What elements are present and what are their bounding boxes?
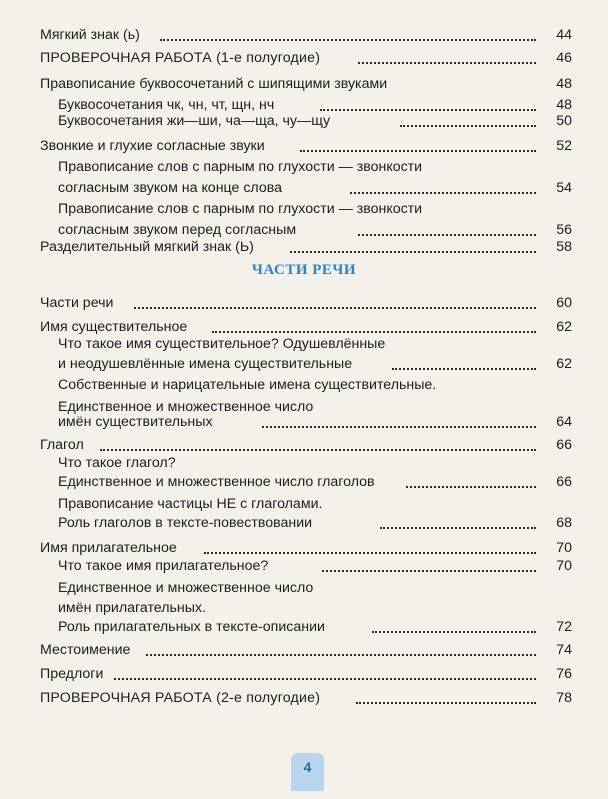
toc-entry (0, 374, 608, 396)
toc-entry-title: ПРОВЕРОЧНАЯ РАБОТА (2-е полугодие) (40, 690, 321, 706)
toc-entry-page: 66 (556, 437, 572, 453)
toc-entry-title: имён существительных (58, 414, 213, 430)
toc-entry-page: 62 (556, 356, 572, 372)
leader-dots (322, 570, 536, 572)
toc-entry (0, 236, 608, 258)
toc-entry-title: Части речи (40, 295, 114, 311)
leader-dots (350, 192, 536, 194)
toc-entry-page: 54 (556, 180, 572, 196)
leader-dots (380, 527, 536, 529)
toc-entry-title: Что такое имя существительное? Одушевлённые (58, 336, 386, 352)
toc-entry (0, 639, 608, 661)
toc-entry (0, 512, 608, 534)
leader-dots (400, 125, 536, 127)
toc-entry (0, 555, 608, 577)
toc-entry-page: 66 (556, 474, 572, 490)
toc-entry-page: 78 (556, 690, 572, 706)
toc-entry (0, 687, 608, 709)
toc-entry-title: согласным звуком перед согласным (58, 222, 297, 238)
leader-dots (290, 251, 536, 253)
section-heading: ЧАСТИ РЕЧИ (251, 262, 357, 278)
toc-entry-title: Единственное и множественное число (58, 399, 314, 415)
toc-entry (0, 135, 608, 157)
toc-entry (0, 177, 608, 199)
leader-dots (406, 486, 536, 488)
toc-entry-title: Мягкий знак (ь) (40, 27, 140, 43)
toc-entry-page: 48 (556, 97, 572, 113)
toc-entry-page: 62 (556, 319, 572, 335)
toc-entry (0, 198, 608, 220)
toc-entry-page: 70 (556, 558, 572, 574)
toc-entry (0, 47, 608, 69)
leader-dots (356, 702, 536, 704)
toc-entry-title: Буквосочетания чк, чн, чт, щн, нч (58, 97, 275, 113)
toc-entry-page: 76 (556, 666, 572, 682)
toc-entry-title: Имя прилагательное (40, 540, 177, 556)
toc-entry (0, 73, 608, 95)
leader-dots (160, 39, 536, 41)
leader-dots (114, 678, 536, 680)
toc-entry-title: согласным звуком на конце слова (58, 180, 283, 196)
toc-entry-title: Правописание слов с парным по глухости — звонкости (58, 159, 423, 175)
toc-entry (0, 333, 608, 355)
toc-entry (0, 353, 608, 375)
toc-entry-title: Имя существительное (40, 319, 188, 335)
toc-entry-title: Буквосочетания жи—ши, ча—ща, чу—щу (58, 113, 331, 129)
toc-entry-page: 50 (556, 113, 572, 129)
leader-dots (134, 307, 536, 309)
toc-entry-title: и неодушевлённые имена существительные (58, 356, 353, 372)
toc-entry-page: 46 (556, 50, 572, 66)
toc-entry (0, 663, 608, 685)
toc-entry-page: 56 (556, 222, 572, 238)
toc-entry (0, 110, 608, 132)
toc-entry-title: ПРОВЕРОЧНАЯ РАБОТА (1-е полугодие) (40, 50, 321, 66)
toc-entry-title: Разделительный мягкий знак (Ь) (40, 239, 254, 255)
toc-entry-title: Звонкие и глухие согласные звуки (40, 138, 265, 154)
page-number-tab: 4 (291, 753, 324, 791)
leader-dots (300, 150, 536, 152)
toc-entry-title: Местоимение (40, 642, 131, 658)
toc-entry (0, 577, 608, 599)
toc-entry-title: Правописание частицы НЕ с глаголами. (58, 496, 323, 512)
toc-entry-page: 52 (556, 138, 572, 154)
toc-entry-title: Роль глаголов в тексте-повествовании (58, 515, 313, 531)
toc-entry-title: Собственные и нарицательные имена существительные. (58, 377, 437, 393)
toc-entry-page: 68 (556, 515, 572, 531)
toc-entry-title: Предлоги (40, 666, 104, 682)
toc-entry-page: 58 (556, 239, 572, 255)
leader-dots (358, 62, 536, 64)
leader-dots (392, 368, 536, 370)
toc-entry-title: Роль прилагательных в тексте-описании (58, 619, 325, 635)
toc-entry-page: 72 (556, 619, 572, 635)
toc-entry (0, 24, 608, 46)
toc-entry-page: 44 (556, 27, 572, 43)
toc-entry-page: 60 (556, 295, 572, 311)
toc-entry-title: Что такое глагол? (58, 455, 176, 471)
toc-entry-title: Единственное и множественное число (58, 580, 314, 596)
toc-entry (0, 616, 608, 638)
toc-entry-title: имён прилагательных. (58, 600, 206, 616)
leader-dots (262, 426, 536, 428)
toc-entry (0, 411, 608, 433)
leader-dots (372, 631, 536, 633)
toc-entry (0, 292, 608, 314)
toc-entry-page: 74 (556, 642, 572, 658)
toc-entry-page: 64 (556, 414, 572, 430)
toc-entry-title: Правописание буквосочетаний с шипящими звуками (40, 76, 388, 92)
leader-dots (146, 654, 536, 656)
toc-entry-page: 70 (556, 540, 572, 556)
toc-entry-title: Правописание слов с парным по глухости — звонкости (58, 201, 423, 217)
toc-entry-title: Единственное и множественное число глаголов (58, 474, 375, 490)
toc-entry-page: 48 (556, 76, 572, 92)
leader-dots (204, 552, 536, 554)
toc-entry-title: Что такое имя прилагательное? (58, 558, 269, 574)
toc-entry-title: Глагол (40, 437, 84, 453)
leader-dots (100, 449, 536, 451)
toc-entry (0, 156, 608, 178)
toc-entry (0, 471, 608, 493)
